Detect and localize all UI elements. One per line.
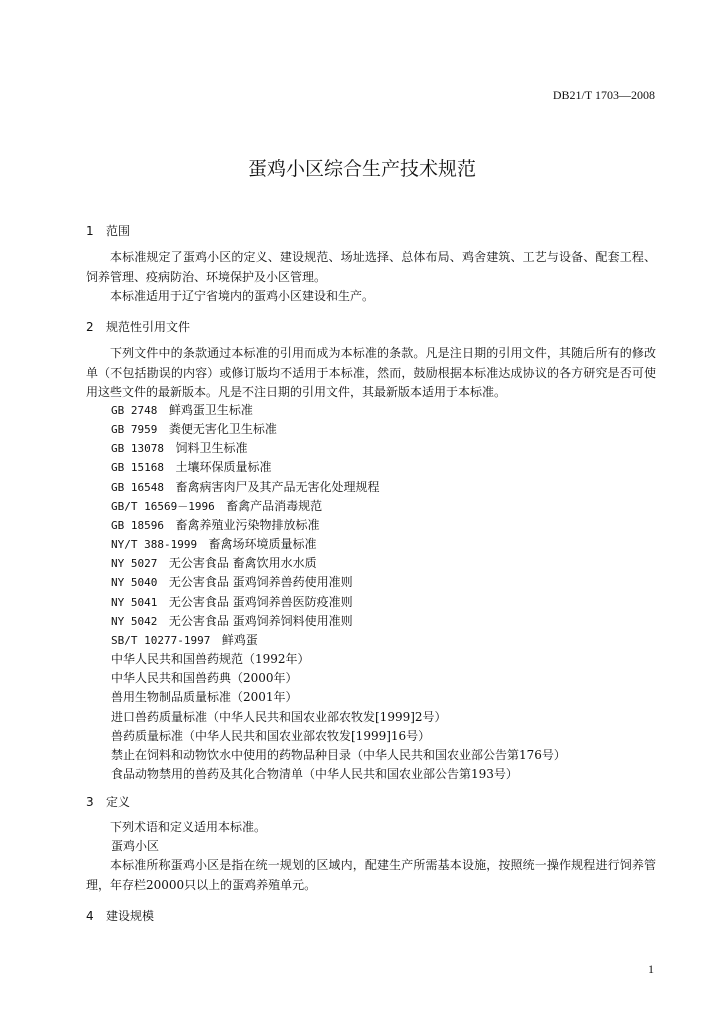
reference-title: 无公害食品 蛋鸡饲养兽医防疫准则 <box>168 594 353 609</box>
reference-item <box>111 401 566 420</box>
standard-code: DB21/T 1703—2008 <box>552 88 655 102</box>
reference-list <box>111 401 566 784</box>
reference-code: GB 15168 <box>111 461 164 475</box>
reference-title: 食品动物禁用的兽药及其化合物清单（中华人民共和国农业部公告第193号） <box>111 766 518 781</box>
reference-item <box>111 708 566 727</box>
page-number: 1 <box>648 962 654 976</box>
applicability-paragraph: 本标准适用于辽宁省境内的蛋鸡小区建设和生产。 <box>110 289 375 303</box>
reference-title: 无公害食品 畜禽饮用水水质 <box>168 556 317 571</box>
reference-item <box>111 573 566 592</box>
reference-title: 畜禽病害肉尸及其产品无害化处理规程 <box>175 479 380 494</box>
reference-code: SB/T 10277-1997 <box>111 633 211 647</box>
references-intro-paragraph: 下列文件中的条款通过本标准的引用而成为本标准的条款。凡是注日期的引用文件，其随后所有的修改单（不包括勘误的内容）或修订版均不适用于本标准，然而，鼓励根据本标准达成协议的各方研究是否可使用这些文件的最新版本。凡是不注日期的引用文件，其最新版本适用于本标准。 <box>86 346 656 399</box>
reference-title: 兽药质量标准（中华人民共和国农业部农牧发[1999]16号） <box>111 728 431 743</box>
section-number: 3 <box>86 795 94 809</box>
section-number: 2 <box>86 320 94 334</box>
reference-code: GB 18596 <box>111 518 164 532</box>
reference-code: GB 2748 <box>111 404 158 417</box>
reference-code: NY 5040 <box>111 576 158 590</box>
reference-item <box>111 688 566 707</box>
reference-item <box>111 612 566 631</box>
reference-title: 中华人民共和国兽药规范（1992年） <box>111 652 310 667</box>
reference-code: NY 5027 <box>111 557 158 571</box>
reference-title: 兽用生物制品质量标准（2001年） <box>111 690 298 705</box>
term-definition-paragraph: 本标准所称蛋鸡小区是指在统一规划的区域内，配建生产所需基本设施，按照统一操作规程进行饲养管理，年存栏20000只以上的蛋鸡养殖单元。 <box>86 858 656 892</box>
reference-title: 畜禽产品消毒规范 <box>226 498 323 513</box>
reference-item <box>111 497 566 516</box>
section-number: 1 <box>86 224 94 238</box>
reference-title: 进口兽药质量标准（中华人民共和国农业部农牧发[1999]2号） <box>111 709 447 724</box>
section-heading-3 <box>86 793 130 810</box>
reference-code: GB/T 16569－1996 <box>111 499 215 513</box>
section-heading-2 <box>86 318 190 335</box>
reference-item <box>111 478 566 497</box>
reference-code: NY 5041 <box>111 595 158 609</box>
reference-item <box>111 420 566 439</box>
section-heading-1 <box>86 222 130 239</box>
section-number: 4 <box>86 909 94 923</box>
reference-item <box>111 746 566 765</box>
reference-item <box>111 516 566 535</box>
reference-title: 无公害食品 蛋鸡饲养兽药使用准则 <box>168 575 353 590</box>
document-title: 蛋鸡小区综合生产技术规范 <box>247 158 476 180</box>
reference-title: 土壤环保质量标准 <box>175 460 272 475</box>
reference-item <box>111 669 566 688</box>
reference-code: NY 5042 <box>111 614 158 628</box>
reference-code: GB 7959 <box>111 423 158 437</box>
reference-title: 禁止在饲料和动物饮水中使用的药物品种目录（中华人民共和国农业部公告第176号） <box>111 747 566 762</box>
scope-paragraph: 本标准规定了蛋鸡小区的定义、建设规范、场址选择、总体布局、鸡舍建筑、工艺与设备、配套工程、饲养管理、疫病防治、环境保护及小区管理。 <box>86 250 656 284</box>
section-heading-4 <box>86 907 154 924</box>
reference-title: 中华人民共和国兽药典（2000年） <box>111 671 298 686</box>
reference-title: 饲料卫生标准 <box>175 441 248 456</box>
reference-title: 鲜鸡蛋卫生标准 <box>168 403 253 417</box>
reference-code: GB 13078 <box>111 442 164 456</box>
section-title: 范围 <box>106 224 131 238</box>
section-title: 规范性引用文件 <box>106 320 191 334</box>
reference-item <box>111 765 566 784</box>
reference-item <box>111 593 566 612</box>
reference-item <box>111 554 566 573</box>
section-title: 建设规模 <box>106 909 155 923</box>
reference-item <box>111 535 566 554</box>
reference-code: NY/T 388-1999 <box>111 538 198 552</box>
reference-title: 畜禽养殖业污染物排放标准 <box>175 517 320 532</box>
reference-item <box>111 439 566 458</box>
reference-title: 无公害食品 蛋鸡饲养饲料使用准则 <box>168 613 353 628</box>
reference-item <box>111 458 566 477</box>
reference-title: 鲜鸡蛋 <box>221 632 258 647</box>
reference-title: 畜禽场环境质量标准 <box>208 537 317 552</box>
section-title: 定义 <box>106 795 131 809</box>
reference-title: 粪便无害化卫生标准 <box>168 422 277 437</box>
term-heading: 蛋鸡小区 <box>111 839 160 853</box>
reference-item <box>111 650 566 669</box>
reference-code: GB 16548 <box>111 480 164 494</box>
definitions-intro-paragraph: 下列术语和定义适用本标准。 <box>110 820 267 834</box>
reference-item <box>111 631 566 650</box>
reference-item <box>111 727 566 746</box>
